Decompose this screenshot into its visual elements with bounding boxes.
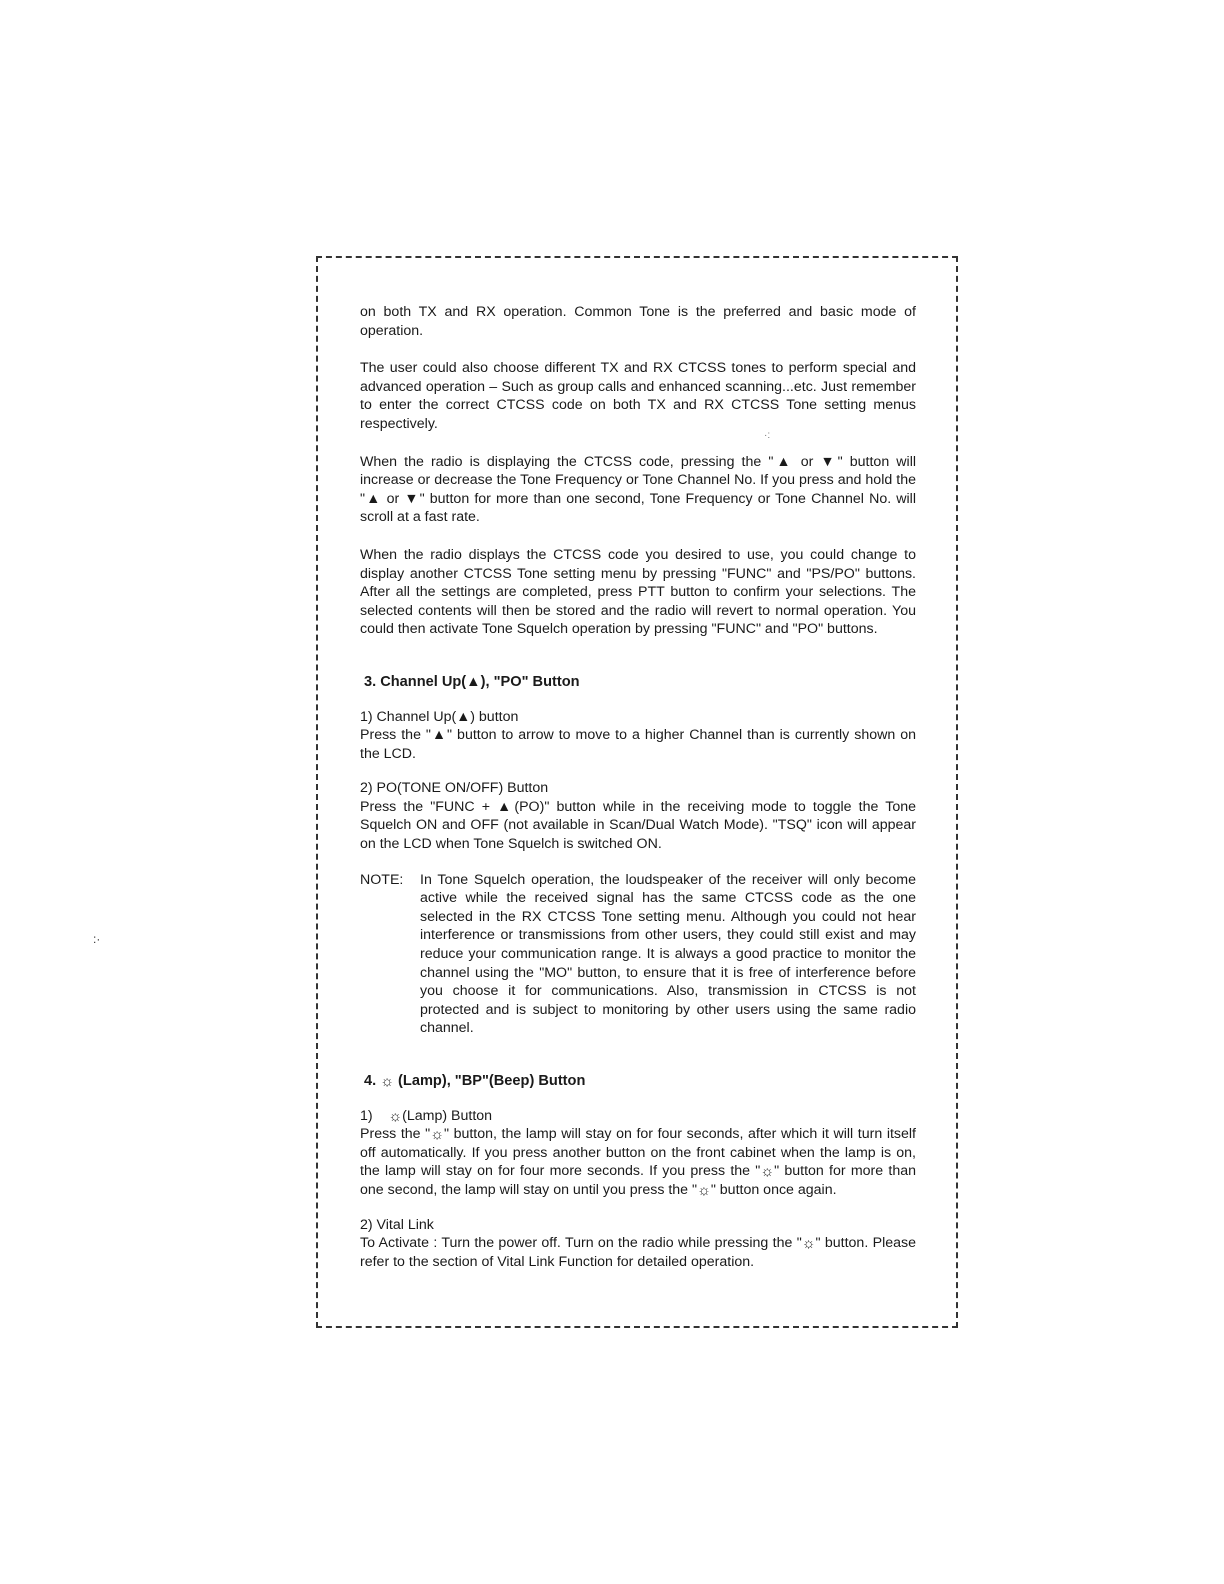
section-3-item-1-title: 1) Channel Up(▲) button xyxy=(360,708,519,725)
text-fragment: " button, the lamp will stay on for four seconds, after which it will turn itself off automatically. If you press another button on the front cabinet when the lamp is on, the lamp will stay on for four more seconds. If you press the " xyxy=(360,1126,916,1180)
intro-paragraph-3: When the radio is displaying the CTCSS code, pressing the "▲ or ▼" button will increase or decrease the Tone Frequency or Tone Channel No. If you press and hold the "▲ or ▼" button for more than one second, Tone Frequency or Tone Channel No. will scroll at a fast rate. xyxy=(360,453,916,526)
note-label: NOTE: xyxy=(360,871,404,888)
text-fragment: To Activate : Turn the power off. Turn on the radio while pressing the " xyxy=(360,1235,802,1252)
section-4-number: 4. xyxy=(364,1073,377,1089)
section-4-title: (Lamp), "BP"(Beep) Button xyxy=(398,1073,586,1089)
section-4-item-1-number: 1) xyxy=(360,1107,373,1124)
section-4-item-1-text xyxy=(360,1125,916,1199)
section-3-item-2-text: Press the "FUNC + ▲(PO)" button while in the receiving mode to toggle the Tone Squelch ON and OFF (not available in Scan/Dual Watch Mode). "TSQ" icon will appear on the LCD when Tone Squelch is switched ON. xyxy=(360,798,916,853)
scan-speck: :· xyxy=(93,932,101,946)
section-4-item-1-label: (Lamp) Button xyxy=(402,1107,493,1124)
lamp-icon: ☼ xyxy=(380,1073,394,1090)
text-fragment: Press the " xyxy=(360,1126,431,1143)
text-fragment: " button. Please refer to the section of Vital Link Function for detailed operation. xyxy=(360,1235,916,1270)
section-4-item-1-title xyxy=(360,1107,916,1126)
text-fragment: " button once again. xyxy=(710,1181,837,1198)
section-4-heading xyxy=(364,1072,916,1091)
section-4-item-2-title: 2) Vital Link xyxy=(360,1216,434,1233)
section-4-item-2-text xyxy=(360,1234,916,1271)
lamp-icon: ☼ xyxy=(430,1126,444,1144)
scan-speck-2: ·: xyxy=(764,430,771,441)
section-3-heading: 3. Channel Up(▲), "PO" Button xyxy=(364,673,580,690)
manual-page-content xyxy=(360,303,916,1271)
lamp-icon: ☼ xyxy=(801,1235,816,1253)
lamp-icon: ☼ xyxy=(388,1107,403,1125)
note-text: In Tone Squelch operation, the loudspeaker of the receiver will only become active while the received signal has the same CTCSS code as the one selected in the RX CTCSS Tone setting menu. Although you could not hear interference or transmissions from other users, they could still exist and may reduce your communication range. It is always a good practice to monitor the channel using the "MO" button, to ensure that it is free of interference before you choose it for communications. Also, transmission in CTCSS is not protected and is subject to monitoring by other users using the same radio channel. xyxy=(420,871,916,1037)
intro-paragraph-4: When the radio displays the CTCSS code you desired to use, you could change to display another CTCSS Tone setting menu by pressing "FUNC" and "PS/PO" buttons. After all the settings are completed, press PTT button to confirm your selections. The selected contents will then be stored and the radio will revert to normal operation. You could then activate Tone Squelch operation by pressing "FUNC" and "PO" buttons. xyxy=(360,546,916,638)
text-fragment: " button for more than one second, the lamp will stay on until you press the " xyxy=(360,1163,916,1198)
lamp-icon: ☼ xyxy=(760,1163,775,1181)
lamp-icon: ☼ xyxy=(697,1181,711,1199)
section-3-item-1-text: Press the "▲" button to arrow to move to a higher Channel than is currently shown on the LCD. xyxy=(360,727,916,762)
section-3-item-2-title: 2) PO(TONE ON/OFF) Button xyxy=(360,780,549,797)
intro-paragraph-1: on both TX and RX operation. Common Tone is the preferred and basic mode of operation. xyxy=(360,304,916,339)
intro-paragraph-2: The user could also choose different TX and RX CTCSS tones to perform special and advanced operation – Such as group calls and enhanced scanning...etc. Just remember to enter the correct CTCSS code on both TX and RX CTCSS Tone setting menus respectively. xyxy=(360,360,916,432)
note-block xyxy=(360,871,916,1038)
